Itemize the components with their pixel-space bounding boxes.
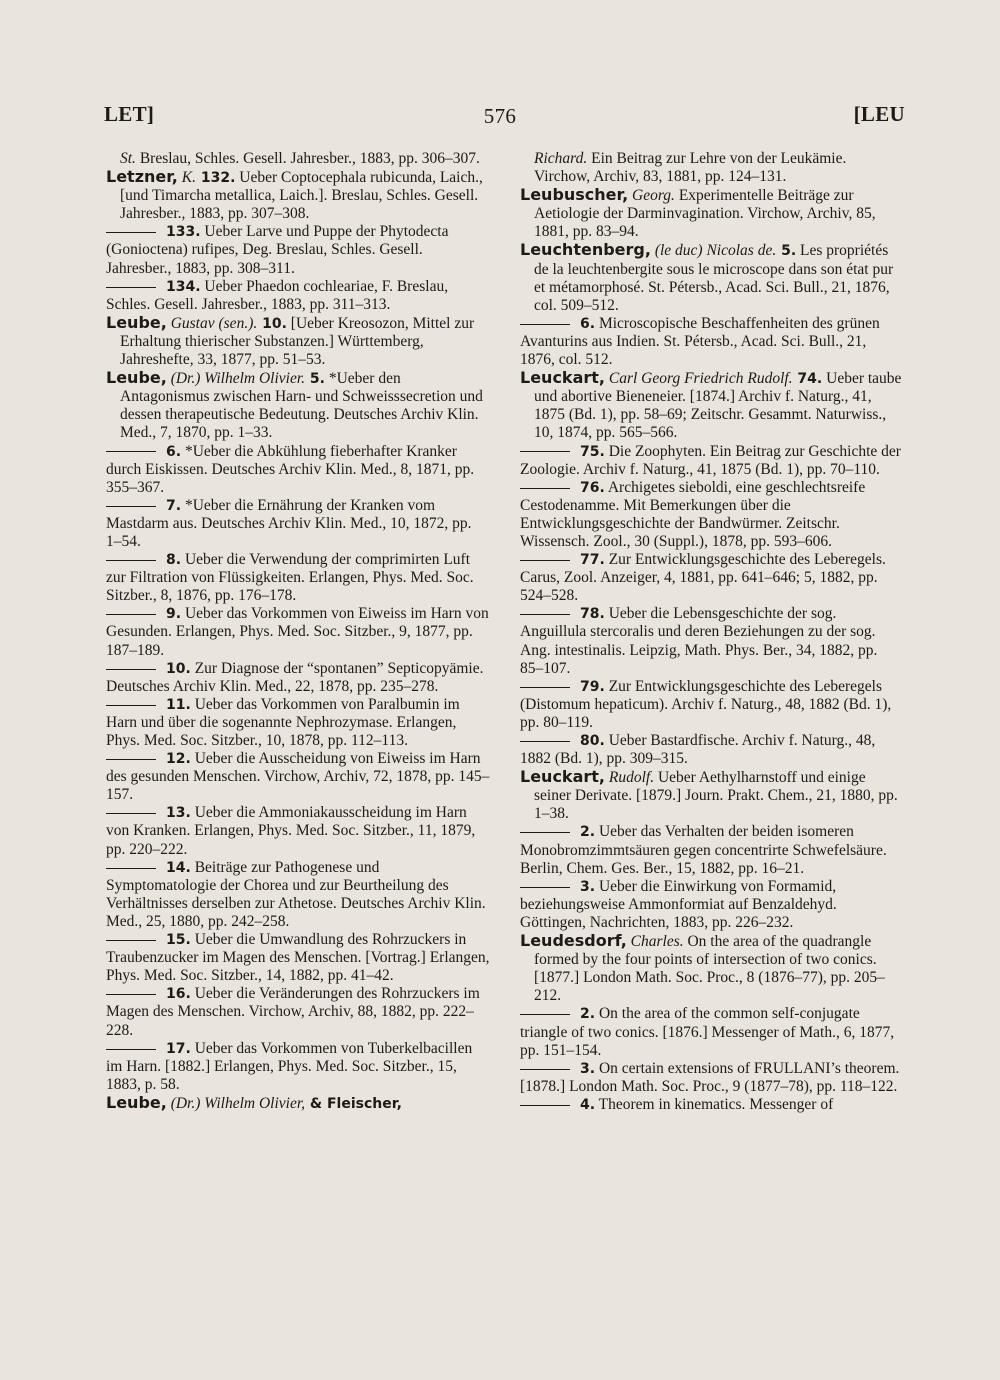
entry-text: Ueber Coptocephala rubicunda, Laich., [und Timarcha metallica, Laich.]. Breslau, Schles. Gesell. Jahresber., 1883, pp. 307–308. (120, 169, 483, 223)
entry-text: Zur Entwicklungsgeschichte des Leberegels. Carus, Zool. Anzeiger, 4, 1881, pp. 641–646; 5, 1882, pp. 524–528. (520, 551, 886, 605)
entry-number: 6. (166, 443, 182, 460)
bibliography-entry (520, 551, 904, 605)
bibliography-entry (106, 1040, 490, 1094)
bibliography-entry (520, 878, 904, 932)
entry-number: 13. (166, 805, 191, 822)
ditto-rule (106, 451, 156, 452)
page-number: 576 (483, 104, 517, 128)
entry-text: On the area of the common self-conjugate triangle of two conics. [1876.] Messenger of Math., 6, 1877, pp. 151–154. (520, 1005, 895, 1059)
ditto-rule (520, 741, 570, 742)
author-name: Leube, (106, 312, 167, 332)
bibliography-entry (520, 150, 904, 186)
bibliography-entry (106, 497, 490, 551)
entry-text: Ueber die Veränderungen des Rohrzuckers im Magen des Menschen. Virchow, Archiv, 88, 1882, pp. 222–228. (106, 985, 480, 1039)
bibliography-entry (106, 223, 490, 277)
entry-text: On the area of the quadrangle formed by the four points of intersection of two conics. [1877.] London Math. Soc. Proc., 8 (1876–77), pp. 205–212. (534, 933, 885, 1005)
entry-number: 76. (580, 479, 605, 496)
entry-text: Ueber Aethylharnstoff und einige seiner Derivate. [1879.] Journ. Prakt. Chem., 21, 1880, pp. 1–38. (534, 769, 898, 823)
entry-number: 5. (776, 243, 797, 260)
author-forename: (Dr.) Wilhelm Olivier. (166, 370, 306, 388)
bibliography-entry (520, 186, 904, 241)
bibliography-entry (520, 678, 904, 732)
ditto-rule (520, 887, 570, 888)
entry-number: 14. (166, 859, 191, 876)
entry-number: 7. (166, 497, 182, 514)
entry-number: 17. (166, 1040, 191, 1057)
bibliography-entry (520, 823, 904, 877)
entry-number: 5. (305, 371, 325, 388)
bibliography-entry (106, 660, 490, 696)
author-name: Leubuscher, (520, 185, 629, 205)
bibliography-entry (106, 859, 490, 931)
author-forename: (le duc) Nicolas de. (650, 242, 777, 260)
author-forename: St. (120, 150, 136, 167)
entry-number: 16. (166, 986, 191, 1003)
ditto-rule (106, 560, 156, 561)
entry-text: Ueber die Verwendung der comprimirten Luft zur Filtration von Flüssigkeiten. Erlangen, Phys. Med. Soc. Sitzber., 8, 1876, pp. 176–178. (106, 551, 474, 605)
ditto-rule (106, 940, 156, 941)
running-head-right: [LEU (853, 102, 905, 126)
bibliography-entry (106, 1094, 490, 1113)
entry-number: 10. (166, 660, 191, 677)
ditto-rule (106, 813, 156, 814)
entry-text: *Ueber die Abkühlung fieberhafter Kranker durch Eiskissen. Deutsches Archiv Klin. Med., 8, 1871, pp. 355–367. (106, 442, 475, 496)
ditto-rule (520, 832, 570, 833)
bibliography-entry (106, 150, 490, 168)
entry-number: 132. (195, 170, 236, 187)
entry-text: Ein Beitrag zur Lehre von der Leukämie. Virchow, Archiv, 83, 1881, pp. 124–131. (534, 150, 847, 186)
bibliography-entry (106, 369, 490, 442)
ditto-rule (520, 451, 570, 452)
entry-text: Ueber Bastardfische. Archiv f. Naturg., 48, 1882 (Bd. 1), pp. 309–315. (520, 732, 876, 768)
bibliography-entry (106, 278, 490, 314)
author-forename: Gustav (sen.). (166, 314, 258, 332)
bibliography-entry (520, 1005, 904, 1059)
author-forename: Rudolf. (604, 769, 655, 787)
bibliography-entry (106, 551, 490, 605)
ditto-rule (520, 1014, 570, 1015)
author-name: Leudesdorf, (520, 931, 627, 951)
entry-text: Ueber die Ammoniakausscheidung im Harn von Kranken. Erlangen, Phys. Med. Soc. Sitzber., 11, 1879, pp. 220–222. (106, 804, 476, 858)
entry-number: 79. (580, 678, 605, 695)
ditto-rule (106, 705, 156, 706)
running-head-left: LET] (104, 102, 155, 126)
author-forename: Carl Georg Friedrich Rudolf. (604, 370, 793, 388)
ditto-rule (520, 614, 570, 615)
entry-text: Ueber Larve und Puppe der Phytodecta (Gonioctena) rufipes, Deg. Breslau, Schles. Gesell. Jahresber., 1883, pp. 308–311. (106, 223, 449, 277)
ditto-rule (520, 560, 570, 561)
ditto-rule (106, 868, 156, 869)
bibliography-entry (106, 168, 490, 223)
author-forename: Charles. (626, 933, 684, 951)
ditto-rule (520, 1069, 570, 1070)
entry-text: Zur Entwicklungsgeschichte des Leberegels (Distomum hepaticum). Archiv f. Naturg., 48, 1882 (Bd. 1), pp. 80–119. (520, 677, 892, 731)
bibliography-entry (520, 479, 904, 551)
entry-number: 10. (257, 315, 287, 332)
bibliography-entry (106, 696, 490, 750)
entry-text: Ueber die Umwandlung des Rohrzuckers in Traubenzucker im Magen des Menschen. [Vortrag.] Erlangen, Phys. Med. Soc. Sitzber., 14, 1882, pp. 41–42. (106, 931, 490, 985)
entry-text: On certain extensions of FRULLANI’s theorem. [1878.] London Math. Soc. Proc., 9 (1877–78), pp. 118–122. (520, 1059, 900, 1095)
author-forename: (Dr.) Wilhelm Olivier, (166, 1094, 306, 1112)
author-name: Letzner, (106, 167, 178, 187)
entry-text: *Ueber die Ernährung der Kranken vom Mastdarm aus. Deutsches Archiv Klin. Med., 10, 1872, pp. 1–54. (106, 496, 472, 550)
entry-number: 6. (580, 315, 596, 332)
entry-text: Theorem in kinematics. Messenger of (595, 1095, 834, 1113)
ditto-rule (106, 287, 156, 288)
ditto-rule (520, 1105, 570, 1106)
author-name: Leuckart, (520, 767, 605, 787)
bibliography-entry (520, 443, 904, 479)
entry-text: Die Zoophyten. Ein Beitrag zur Geschichte der Zoologie. Archiv f. Naturg., 41, 1875 (Bd. 1), pp. 70–110. (520, 442, 901, 478)
bibliography-entry (520, 605, 904, 677)
ditto-rule (520, 488, 570, 489)
bibliography-entry (106, 931, 490, 985)
bibliography-entry (520, 932, 904, 1005)
entry-number: 77. (580, 552, 605, 569)
entry-text: Experimentelle Beiträge zur Aetiologie der Darminvagination. Virchow, Archiv, 85, 1881, pp. 83–94. (534, 187, 876, 241)
entry-number: 11. (166, 696, 191, 713)
entry-number: 9. (166, 606, 182, 623)
bibliography-entry (106, 314, 490, 369)
entry-number: & Fleischer, (305, 1095, 402, 1112)
entry-text: Ueber das Vorkommen von Eiweiss im Harn von Gesunden. Erlangen, Phys. Med. Soc. Sitzber., 9, 1877, pp. 187–189. (106, 605, 489, 659)
entry-text: [Ueber Kreosozon, Mittel zur Erhaltung thierischer Substanzen.] Württemberg, Jahreshefte, 33, 1877, pp. 51–53. (120, 314, 475, 369)
author-forename: Georg. (628, 187, 675, 205)
author-name: Leuchtenberg, (520, 240, 651, 260)
entry-text: Ueber das Verhalten der beiden isomeren Monobromzimmtsäuren gegen concentrirte Schwefelsäure. Berlin, Chem. Ges. Ber., 15, 1882, pp. 16–21. (520, 823, 887, 877)
bibliography-entry (106, 443, 490, 497)
entry-number: 80. (580, 733, 605, 749)
author-name: Leube, (106, 1092, 167, 1112)
entry-text: Zur Diagnose der “spontanen” Septicopyämie. Deutsches Archiv Klin. Med., 22, 1878, pp. 235–278. (106, 659, 484, 695)
entry-number: 75. (580, 443, 605, 460)
bibliography-entry (520, 732, 904, 768)
entry-text: *Ueber den Antagonismus zwischen Harn- und Schweisssecretion und dessen therapeutische Bedeutung. Deutsches Archiv Klin. Med., 7, 1870, pp. 1–33. (120, 370, 483, 442)
ditto-rule (106, 232, 156, 233)
author-forename: Richard. (534, 150, 588, 167)
entry-number: 8. (166, 552, 182, 569)
entry-number: 78. (580, 606, 605, 623)
entry-number: 134. (166, 278, 201, 295)
entry-number: 3. (580, 878, 596, 895)
ditto-rule (520, 687, 570, 688)
bibliography-entry (520, 1096, 904, 1114)
ditto-rule (106, 506, 156, 507)
entry-text: Ueber Phaedon cochleariae, F. Breslau, Schles. Gesell. Jahresber., 1883, pp. 311–313. (106, 277, 449, 313)
left-column (106, 150, 490, 1113)
entry-number: 4. (580, 1096, 596, 1113)
ditto-rule (520, 324, 570, 325)
entry-text: Microscopische Beschaffenheiten des grünen Avanturins aus Indien. St. Pétersb., Acad. Sci. Bull., 21, 1876, col. 512. (520, 314, 880, 369)
bibliography-entry (106, 750, 490, 804)
bibliography-entry (520, 369, 904, 442)
author-name: Leube, (106, 368, 167, 388)
ditto-rule (106, 994, 156, 995)
entry-number: 15. (166, 932, 191, 949)
entry-text: Les propriétés de la leuchtenbergite sous le microscope dans son état pur et métamorphosé. St. Pétersb., Acad. Sci. Bull., 21, 1876, col. 509–512. (534, 242, 894, 314)
bibliography-entry (520, 315, 904, 369)
ditto-rule (106, 759, 156, 760)
author-forename: K. (177, 169, 196, 187)
entry-number: 133. (166, 224, 201, 241)
entry-text: Ueber das Vorkommen von Tuberkelbacillen im Harn. [1882.] Erlangen, Phys. Med. Soc. Sitzber., 15, 1883, p. 58. (106, 1039, 473, 1093)
bibliography-entry (520, 1060, 904, 1096)
ditto-rule (106, 614, 156, 615)
entry-number: 74. (792, 371, 823, 388)
entry-text: Archigetes sieboldi, eine geschlechtsreife Cestodenamme. Mit Bemerkungen über die Entwicklungsgeschichte der Bandwürmer. Zeitschr. Wissensch. Zool., 30 (Suppl.), 1878, pp. 593–606. (520, 478, 866, 550)
bibliography-entry (520, 768, 904, 823)
entry-text: Ueber die Ausscheidung von Eiweiss im Harn des gesunden Menschen. Virchow, Archiv, 72, 1878, pp. 145–157. (106, 750, 490, 804)
entry-text: Ueber die Lebensgeschichte der sog. Anguillula stercoralis und deren Beziehungen zu der sog. Ang. intestinalis. Leipzig, Math. Phys. Ber., 34, 1882, pp. 85–107. (520, 605, 878, 677)
entry-text: Ueber taube und abortive Bieneneier. [1874.] Archiv f. Naturg., 41, 1875 (Bd. 1), pp. 58–69; Zeitschr. Gesammt. Naturwiss., 10, 1874, pp. 565–566. (534, 370, 902, 442)
bibliography-entry (106, 804, 490, 858)
entry-text: Ueber die Einwirkung von Formamid, beziehungsweise Ammonformiat auf Benzaldehyd. Göttingen, Nachrichten, 1883, pp. 226–232. (520, 877, 837, 931)
entry-number: 3. (580, 1060, 596, 1077)
bibliography-entry (520, 241, 904, 314)
entry-text: Breslau, Schles. Gesell. Jahresber., 1883, pp. 306–307. (135, 150, 480, 167)
ditto-rule (106, 669, 156, 670)
entry-text: Beiträge zur Pathogenese und Symptomatologie der Chorea und zur Beurtheilung des Verhältnisses derselben zur Athetose. Deutsches Archiv Klin. Med., 25, 1880, pp. 242–258. (106, 858, 486, 930)
ditto-rule (106, 1049, 156, 1050)
bibliography-entry (106, 605, 490, 659)
right-column (520, 150, 904, 1114)
entry-number: 2. (580, 824, 596, 841)
bibliography-entry (106, 985, 490, 1039)
author-name: Leuckart, (520, 368, 605, 388)
entry-text: Ueber das Vorkommen von Paralbumin im Harn und über die sogenannte Nephrozymase. Erlangen, Phys. Med. Soc. Sitzber., 10, 1878, pp. 112–113. (106, 695, 460, 749)
entry-number: 12. (166, 751, 191, 768)
entry-number: 2. (580, 1006, 596, 1023)
